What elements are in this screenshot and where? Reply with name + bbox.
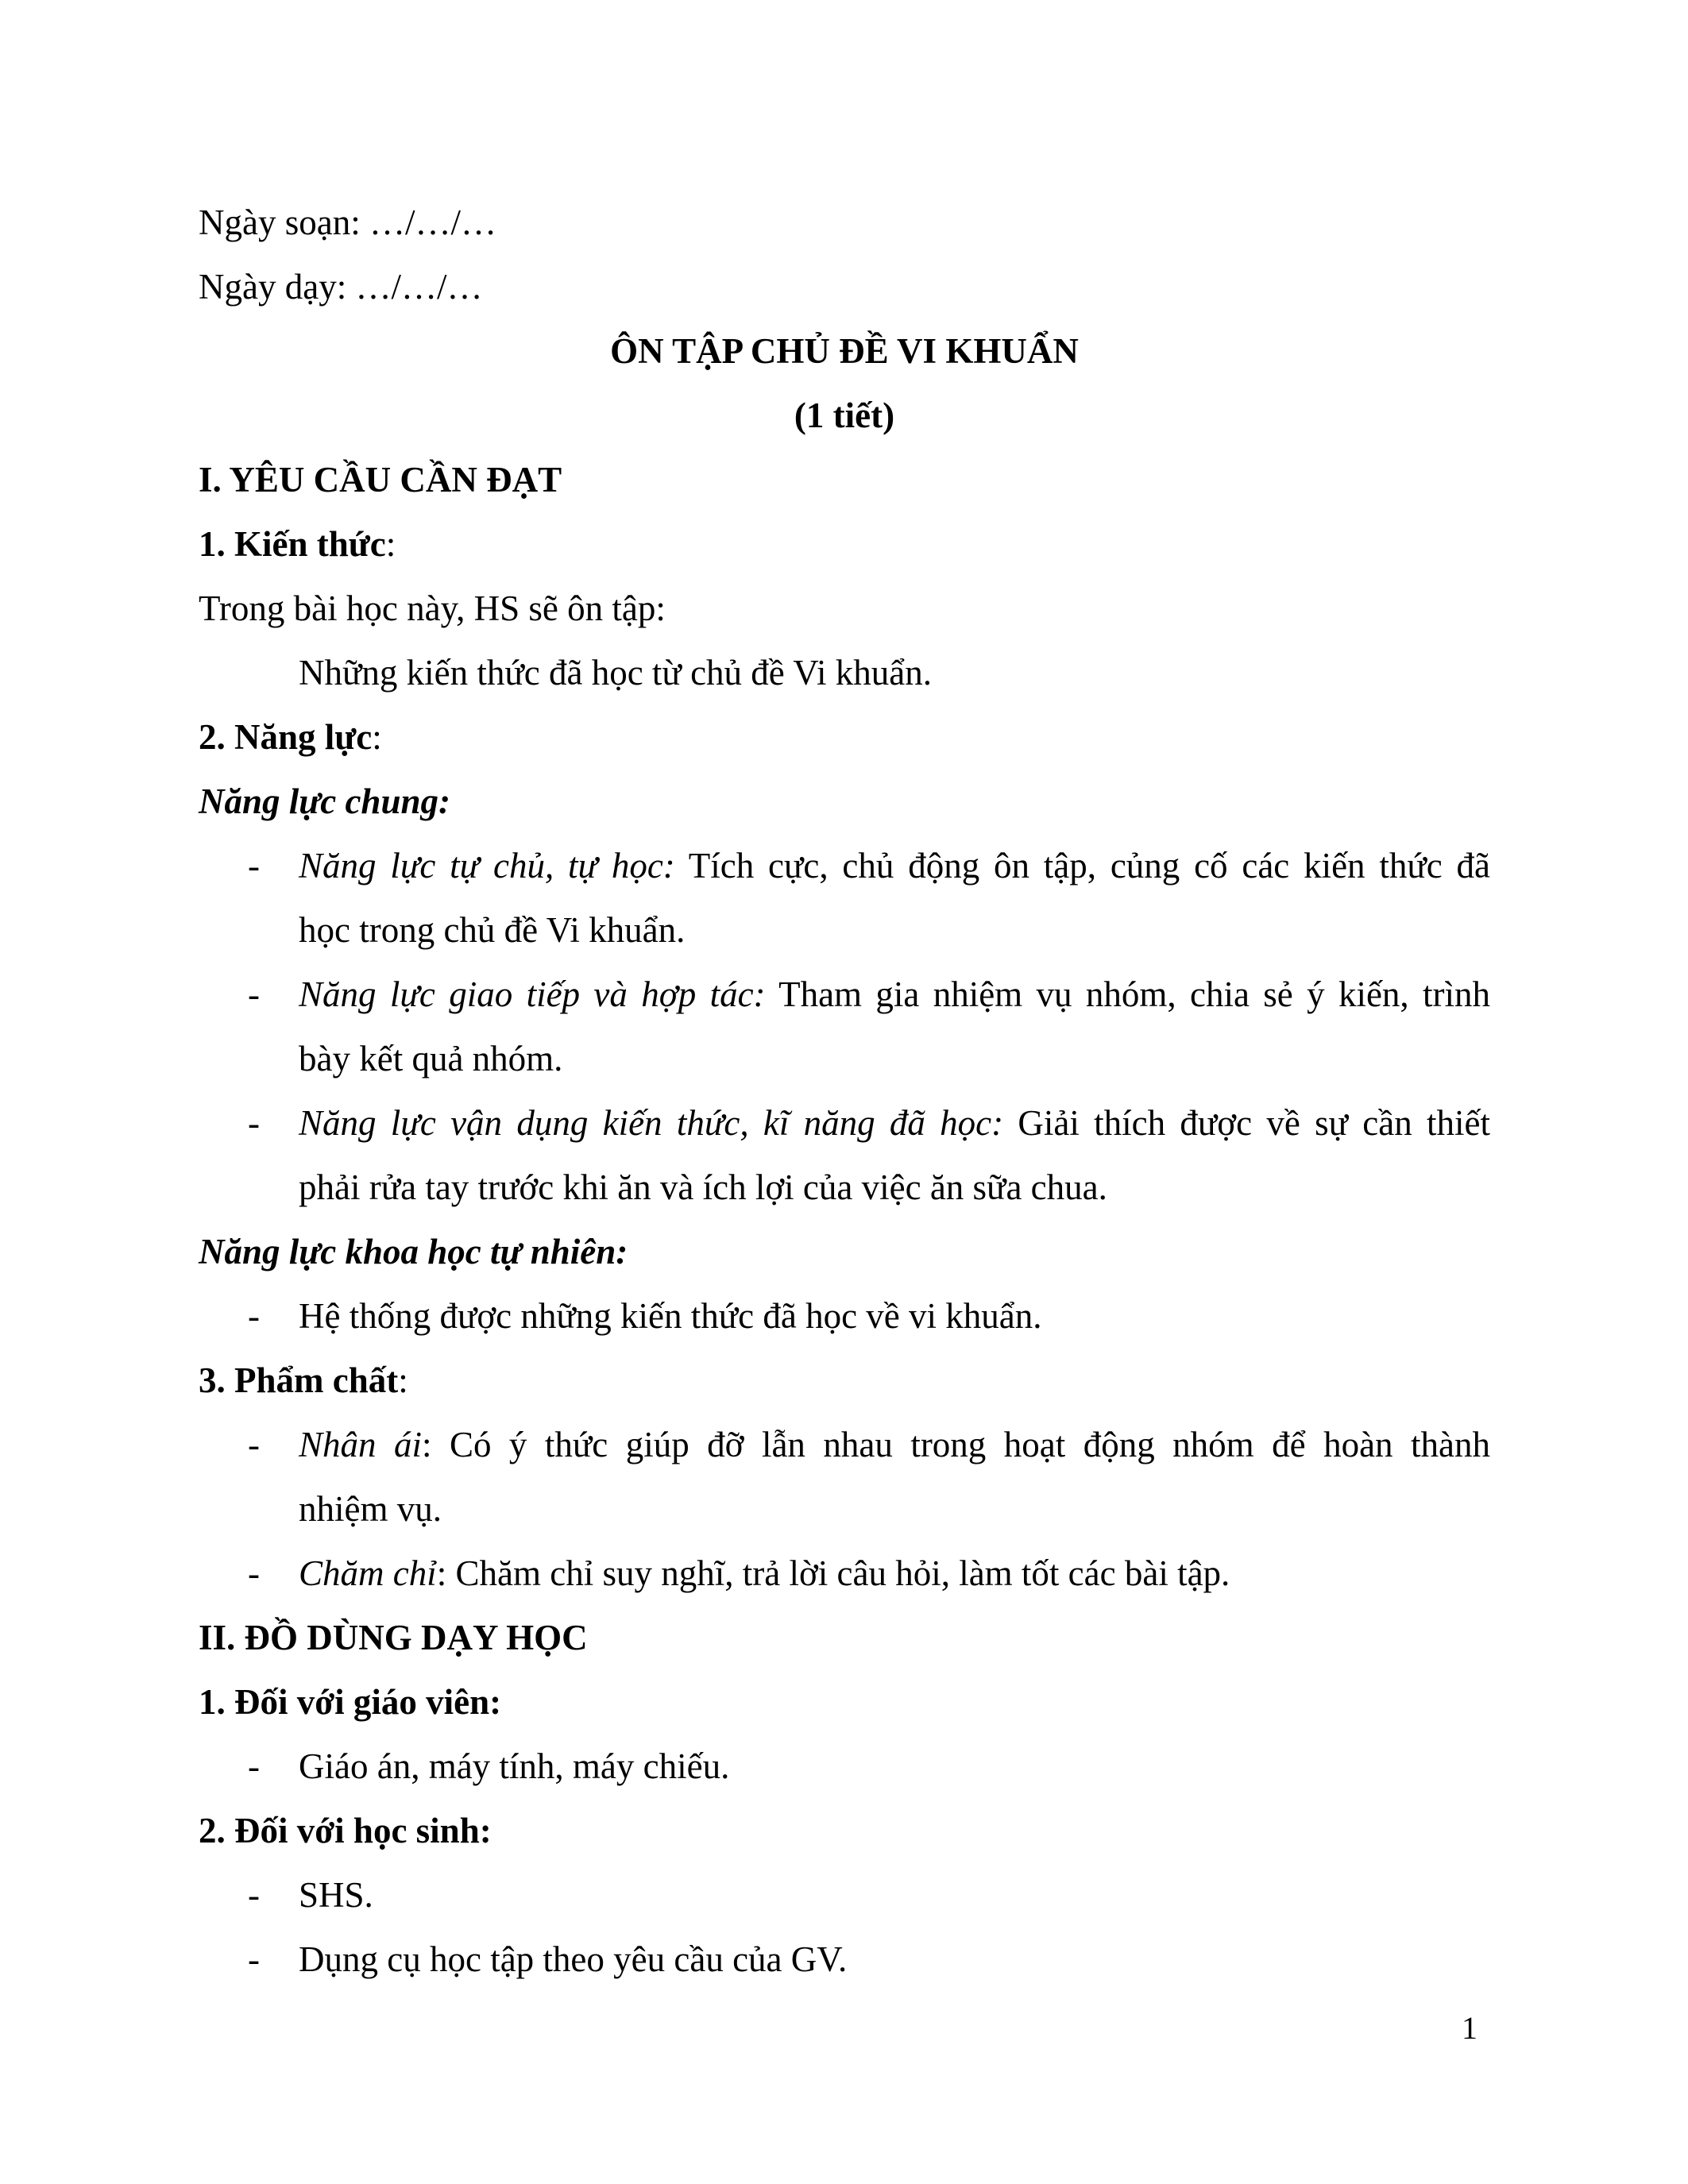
competence-heading <box>199 705 1490 770</box>
document-title: ÔN TẬP CHỦ ĐỀ VI KHUẨN <box>610 331 1079 371</box>
qualities-heading-colon: : <box>398 1360 408 1400</box>
list-item-text: : Chăm chỉ suy nghĩ, trả lời câu hỏi, làm tốt các bài tập. <box>436 1553 1230 1593</box>
list-item-line <box>299 1413 1490 1477</box>
list-item-line <box>299 1091 1490 1156</box>
list-item-label: Năng lực tự chủ, tự học: <box>299 846 675 886</box>
list-item <box>199 963 1490 1027</box>
list-item <box>199 1734 1490 1799</box>
list-item-line <box>299 963 1490 1027</box>
competence-heading-text: 2. Năng lực <box>199 717 373 757</box>
list-item-line <box>299 1542 1490 1606</box>
list-item-text: : Có ý thức giúp đỡ lẫn nhau trong hoạt động nhóm để hoàn thành <box>421 1425 1490 1464</box>
bullet-dash: - <box>248 1553 260 1593</box>
list-item <box>199 1284 1490 1349</box>
document-page <box>199 191 1490 1992</box>
list-item-text: Giải thích được về sự cần thiết <box>1003 1103 1490 1143</box>
date-taught: Ngày dạy: …/…/… <box>199 267 483 307</box>
list-item <box>199 1413 1490 1477</box>
list-item-continuation: phải rửa tay trước khi ăn và ích lợi của việc ăn sữa chua. <box>299 1167 1107 1207</box>
qualities-heading <box>199 1349 1490 1413</box>
list-item-label: Năng lực giao tiếp và hợp tác: <box>299 974 766 1014</box>
list-item-text: Tích cực, chủ động ôn tập, củng cố các kiến thức đã <box>674 846 1490 886</box>
knowledge-intro: Trong bài học này, HS sẽ ôn tập: <box>199 588 666 628</box>
general-competence-heading: Năng lực chung: <box>199 781 450 821</box>
bullet-dash: - <box>248 1875 260 1915</box>
section-1-heading: I. YÊU CẦU CẦN ĐẠT <box>199 460 562 500</box>
knowledge-heading <box>199 512 1490 577</box>
competence-heading-colon: : <box>372 717 382 757</box>
list-item-text: Tham gia nhiệm vụ nhóm, chia sẻ ý kiến, trình <box>765 974 1491 1014</box>
knowledge-item: Những kiến thức đã học từ chủ đề Vi khuẩn. <box>299 653 932 693</box>
list-item-text: Hệ thống được những kiến thức đã học về vi khuẩn. <box>299 1296 1042 1336</box>
page-number: 1 <box>1462 2010 1477 2046</box>
list-item <box>199 1927 1490 1992</box>
bullet-dash: - <box>248 1939 260 1979</box>
science-competence-heading: Năng lực khoa học tự nhiên: <box>199 1232 628 1271</box>
list-item <box>199 1863 1490 1927</box>
list-item-label: Chăm chỉ <box>299 1553 437 1593</box>
bullet-dash: - <box>248 1746 260 1786</box>
bullet-dash: - <box>248 1425 260 1464</box>
list-item <box>199 1091 1490 1156</box>
bullet-dash: - <box>248 974 260 1014</box>
list-item-label: Nhân ái <box>299 1425 422 1464</box>
knowledge-heading-colon: : <box>385 524 396 564</box>
list-item-label: Năng lực vận dụng kiến thức, kĩ năng đã học: <box>299 1103 1004 1143</box>
list-item-continuation: nhiệm vụ. <box>299 1489 442 1529</box>
list-item-text: Dụng cụ học tập theo yêu cầu của GV. <box>299 1939 848 1979</box>
document-subtitle: (1 tiết) <box>794 396 895 435</box>
bullet-dash: - <box>248 846 260 886</box>
list-item <box>199 834 1490 898</box>
knowledge-heading-text: 1. Kiến thức <box>199 524 386 564</box>
qualities-heading-text: 3. Phẩm chất <box>199 1360 399 1400</box>
list-item-continuation: học trong chủ đề Vi khuẩn. <box>299 910 686 950</box>
list-item-text: Giáo án, máy tính, máy chiếu. <box>299 1746 730 1786</box>
student-heading: 2. Đối với học sinh: <box>199 1811 492 1850</box>
teacher-heading: 1. Đối với giáo viên: <box>199 1682 502 1722</box>
date-prepared: Ngày soạn: …/…/… <box>199 203 496 242</box>
bullet-dash: - <box>248 1103 260 1143</box>
list-item-continuation: bày kết quả nhóm. <box>299 1039 563 1078</box>
section-2-heading: II. ĐỒ DÙNG DẠY HỌC <box>199 1618 588 1657</box>
list-item-text: SHS. <box>299 1875 373 1915</box>
list-item-line <box>299 834 1490 898</box>
list-item <box>199 1542 1490 1606</box>
bullet-dash: - <box>248 1296 260 1336</box>
